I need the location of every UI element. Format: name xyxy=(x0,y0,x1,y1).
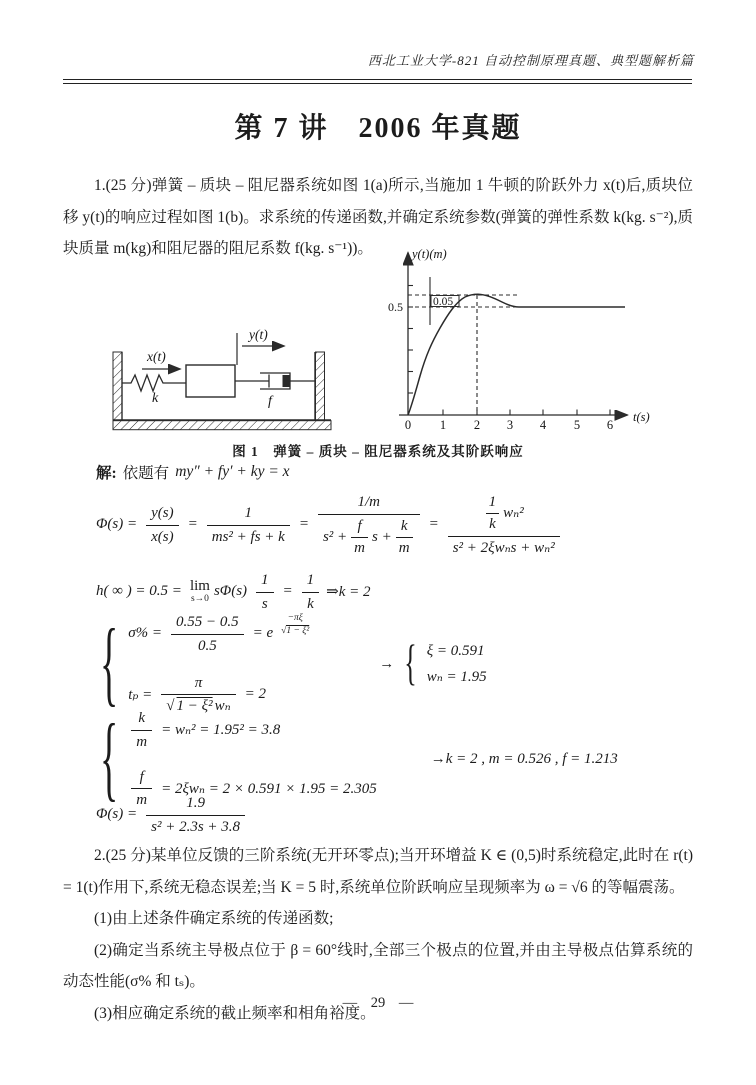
problem-2-q1: (1)由上述条件确定系统的传递函数; xyxy=(94,910,334,927)
fraction-1-k2: $\frac{1}{k}$ xyxy=(302,570,320,614)
fraction-f-m-2: $\frac{f}{m}$ xyxy=(131,767,152,811)
fraction-k-m: $\frac{k}{m}$ xyxy=(396,517,413,558)
solution-intro xyxy=(96,461,290,483)
limit-operator: lim s→0 xyxy=(189,577,210,604)
figure-caption: 图 1 弹簧 – 质块 – 阻尼器系统及其阶跃响应 xyxy=(232,444,524,459)
problem-2-q2: (2)确定当系统主导极点位于 β = 60°线时,全部三个极点的位置,并由主导极点估算系统的动态性能(σ% 和 tₛ)。 xyxy=(63,941,693,990)
steady-value: 0.5 xyxy=(388,300,403,314)
svg-text:0: 0 xyxy=(404,418,412,432)
spring xyxy=(122,375,186,391)
fraction-standard-form: $\frac{1}{k}$ wₙ² s² + 2ξwₙs + wₙ² xyxy=(448,492,560,557)
sigma-lhs: σ% = xyxy=(128,625,163,642)
problem-2-q3: (3)相应确定系统的截止频率和相角裕度。 xyxy=(94,1004,376,1022)
left-brace-2: { xyxy=(100,706,119,812)
mass-spring-damper-diagram xyxy=(97,258,355,436)
implies-arrow: → xyxy=(379,655,395,672)
model-equation: my″ + fy′ + ky = x xyxy=(175,463,290,480)
problem-2-text: 2.(25 分)某单位反馈的三阶系统(无开环零点);当开环增益 K ∈ (0,5)时系统稳定,此时在 r(t) = 1(t)作用下,系统无稳态误差;当 K = 5 时,系统单位阶跃响应呈现频率为 ω = √6 的等幅震荡。 xyxy=(63,847,693,896)
equals: = xyxy=(428,516,439,533)
page-number: — 29 — xyxy=(342,995,414,1011)
output-label: y(t) xyxy=(249,327,268,342)
final-phi-lhs: Φ(s) = xyxy=(96,806,138,823)
svg-text:1: 1 xyxy=(439,418,447,432)
equals: = xyxy=(282,583,293,600)
fraction-ys-xs: $\frac{y(s)}{x(s)}$ xyxy=(146,503,179,547)
x-axis-label: t(s) xyxy=(633,410,650,424)
limit-argument: sΦ(s) xyxy=(213,583,248,600)
fraction-final: $\frac{1.9}{\text{s² + 2.3s + 3.8}}$ xyxy=(146,793,245,837)
right-wall-hatch xyxy=(316,352,325,420)
problem-1-text: 1.(25 分)弹簧 – 质块 – 阻尼器系统如图 1(a)所示,当施加 1 牛顿的阶跃外力 x(t)后,质块位移 y(t)的响应过程如图 1(b)。求系统的传递函数,并确定系统参数(弹簧的弹性系数 k(kg. s⁻²),质块质量 m(kg)和阻尼器的阻尼系数 f(kg. s⁻¹))。 xyxy=(63,177,693,257)
left-wall-hatch xyxy=(113,352,122,420)
svg-text:4: 4 xyxy=(539,418,547,432)
solution-label: 解: xyxy=(96,465,117,482)
xi-result: ξ = 0.591 xyxy=(426,642,485,659)
left-brace: { xyxy=(100,611,119,717)
solution-intro-text: 依题有 xyxy=(122,465,170,482)
page-header: 西北工业大学-821 自动控制原理真题、典型题解析篇 xyxy=(367,53,694,68)
step-response-plot xyxy=(383,242,672,434)
exponent-fraction: −πξ √1 − ξ² xyxy=(281,612,310,636)
fm-rhs: = 2ξwₙ = 2 × 0.591 × 1.95 = 2.305 xyxy=(161,780,377,797)
fraction-overshoot: $\frac{0.55 - 0.5}{0.5}$ xyxy=(171,612,244,656)
fraction-peak-time: π √ 1 − ξ² wₙ xyxy=(161,673,235,717)
damper-label: f xyxy=(268,394,272,409)
svg-text:6: 6 xyxy=(606,418,614,432)
svg-text:2: 2 xyxy=(473,418,481,432)
spring-label: k xyxy=(152,391,159,406)
phi-lhs: Φ(s) = xyxy=(96,516,138,533)
fraction-1-k: $\frac{1}{k}$ xyxy=(486,493,500,534)
parameters-result: →k = 2 , m = 0.526 , f = 1.213 xyxy=(430,750,618,767)
transfer-function-derivation xyxy=(96,492,563,557)
overshoot-value: 0.05 xyxy=(433,296,454,308)
fraction-1-s: $\frac{1}{s}$ xyxy=(256,570,274,614)
header-rule xyxy=(63,79,692,84)
tp-rhs: = 2 xyxy=(244,685,267,702)
final-transfer-function xyxy=(96,793,248,837)
fraction-1-ms2: $\frac{1}{\text{ms² + fs + k}}$ xyxy=(207,503,290,547)
y-ticks xyxy=(408,286,413,394)
ground-hatch xyxy=(113,421,331,430)
y-axis-label: y(t)(m) xyxy=(412,247,447,261)
svg-text:3: 3 xyxy=(506,418,514,432)
input-force-label: x(t) xyxy=(147,349,166,364)
fraction-normalized: 1/m s² + $\frac{f}{m}$ s + $\frac{k}{m}$ xyxy=(318,492,420,557)
fraction-f-m: $\frac{f}{m}$ xyxy=(351,517,368,558)
x-tick-labels xyxy=(405,418,613,432)
km-rhs: = wₙ² = 1.95² = 3.8 xyxy=(161,722,281,739)
x-ticks xyxy=(443,410,610,416)
k-result: ⇒k = 2 xyxy=(326,584,371,601)
damper-cap xyxy=(283,376,290,387)
equals: = xyxy=(187,516,198,533)
svg-text:5: 5 xyxy=(573,418,581,432)
final-value-equation xyxy=(96,570,371,614)
mass-block xyxy=(186,365,235,397)
wn-result: wₙ = 1.95 xyxy=(426,668,487,685)
fraction-k-m-2: $\frac{k}{m}$ xyxy=(131,708,152,752)
result-brace: { xyxy=(404,635,417,691)
equals: = xyxy=(298,516,309,533)
exp-base: = e xyxy=(252,625,274,642)
tp-lhs: tₚ = xyxy=(128,686,153,703)
hinf-lhs: h( ∞ ) = 0.5 = xyxy=(96,583,182,600)
response-curve xyxy=(408,294,625,415)
page-title: 第 7 讲 2006 年真题 xyxy=(234,113,522,144)
overshoot-peaktime-system xyxy=(96,612,487,716)
